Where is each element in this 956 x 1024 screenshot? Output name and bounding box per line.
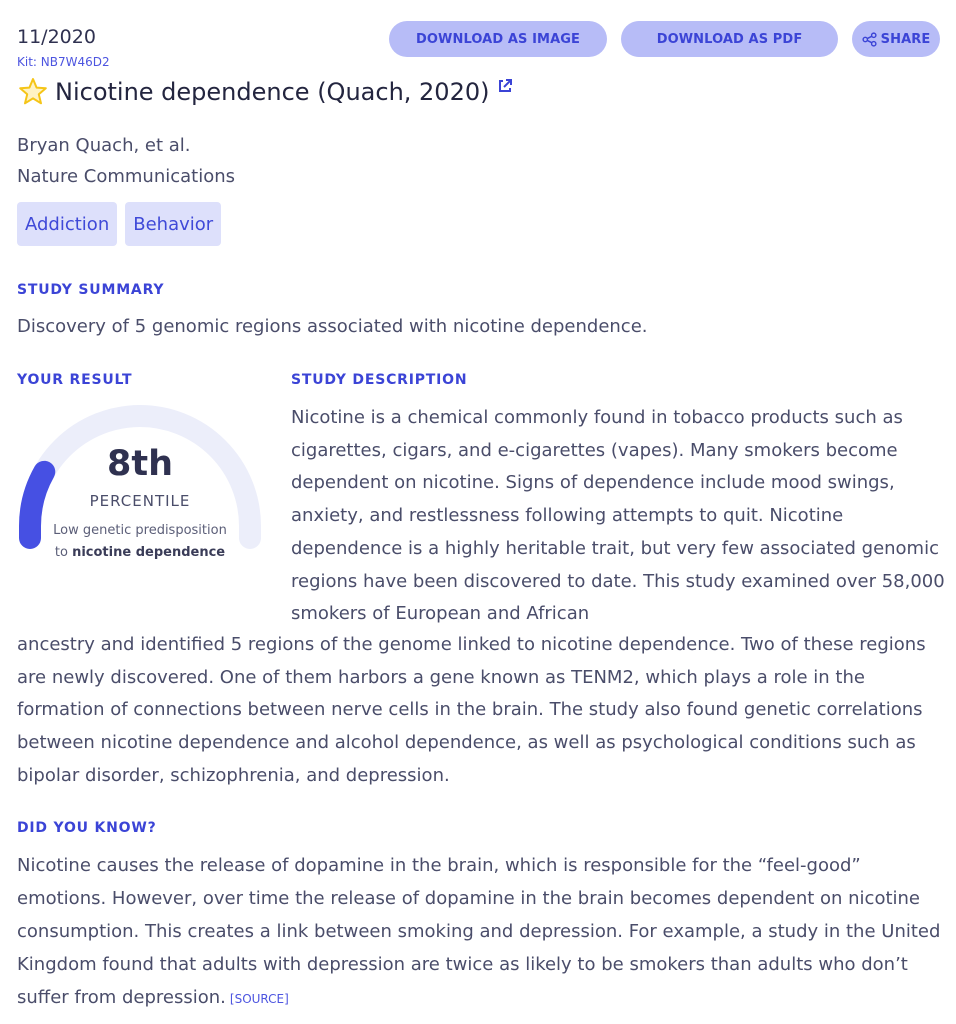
description-heading: STUDY DESCRIPTION — [291, 372, 468, 388]
external-link-icon[interactable] — [497, 78, 513, 94]
percentile-rank: 8th — [106, 444, 173, 484]
predisposition-prefix: Low genetic predisposition — [53, 523, 227, 538]
share-label: SHARE — [880, 31, 931, 47]
predisposition-trait: nicotine dependence — [72, 545, 226, 560]
source-link[interactable]: [SOURCE] — [229, 992, 289, 1006]
download-pdf-label: DOWNLOAD AS PDF — [656, 31, 803, 47]
predisposition-line — [17, 542, 263, 564]
did-you-know-text — [17, 849, 952, 1016]
star-icon[interactable] — [17, 76, 49, 108]
tag-list — [17, 202, 229, 246]
did-you-know-heading: DID YOU KNOW? — [17, 820, 157, 836]
did-you-know-body: Nicotine causes the release of dopamine in the brain, which is responsible for the “feel-good” emotions. However, over time the release of dopamine in the brain becomes dependent on nicotine consumption. This creates a link between smoking and depression. For example, a study in the United Kingdom found that adults with depression are twice as likely to be smokers than adults who don’t suffer from depression. — [17, 855, 941, 1008]
share-icon — [862, 32, 877, 47]
study-journal: Nature Communications — [17, 166, 236, 187]
download-image-label: DOWNLOAD AS IMAGE — [416, 31, 580, 47]
title-row — [17, 76, 513, 108]
study-authors: Bryan Quach, et al. — [17, 135, 191, 156]
result-heading: YOUR RESULT — [17, 372, 133, 388]
predisposition-connector: to — [54, 545, 68, 560]
tag-addiction[interactable]: Addiction — [17, 202, 117, 246]
download-image-button[interactable] — [389, 21, 607, 57]
percentile-label: PERCENTILE — [89, 492, 191, 510]
study-meta — [17, 130, 235, 192]
predisposition-text — [17, 520, 263, 564]
summary-heading: STUDY SUMMARY — [17, 282, 165, 298]
share-button[interactable] — [852, 21, 940, 57]
kit-id: Kit: NB7W46D2 — [17, 55, 110, 69]
report-date: 11/2020 — [17, 26, 96, 48]
description-text-bottom: ancestry and identified 5 regions of the genome linked to nicotine dependence. Two of these regions are newly discovered. One of them harbors a gene known as TENM2, which plays a role in the formation of connections between nerve cells in the brain. The study also found genetic correlations between nicotine dependence and alcohol dependence, as well as psychological conditions such as bipolar disorder, schizophrenia, and depression. — [17, 634, 926, 786]
summary-text: Discovery of 5 genomic regions associated with nicotine dependence. — [17, 316, 648, 337]
study-title: Nicotine dependence (Quach, 2020) — [55, 78, 490, 106]
description-text-top: Nicotine is a chemical commonly found in tobacco products such as cigarettes, cigars, and e-cigarettes (vapes). Many smokers become dependent on nicotine. Signs of dependence include mood swings, anxiety, and restlessness following attempts to quit. Nicotine dependence is a highly heritable trait, but very few associated genomic regions have been discovered to date. This study examined over 58,000 smokers of European and African — [291, 407, 945, 625]
tag-behavior[interactable]: Behavior — [125, 202, 221, 246]
download-pdf-button[interactable] — [621, 21, 838, 57]
